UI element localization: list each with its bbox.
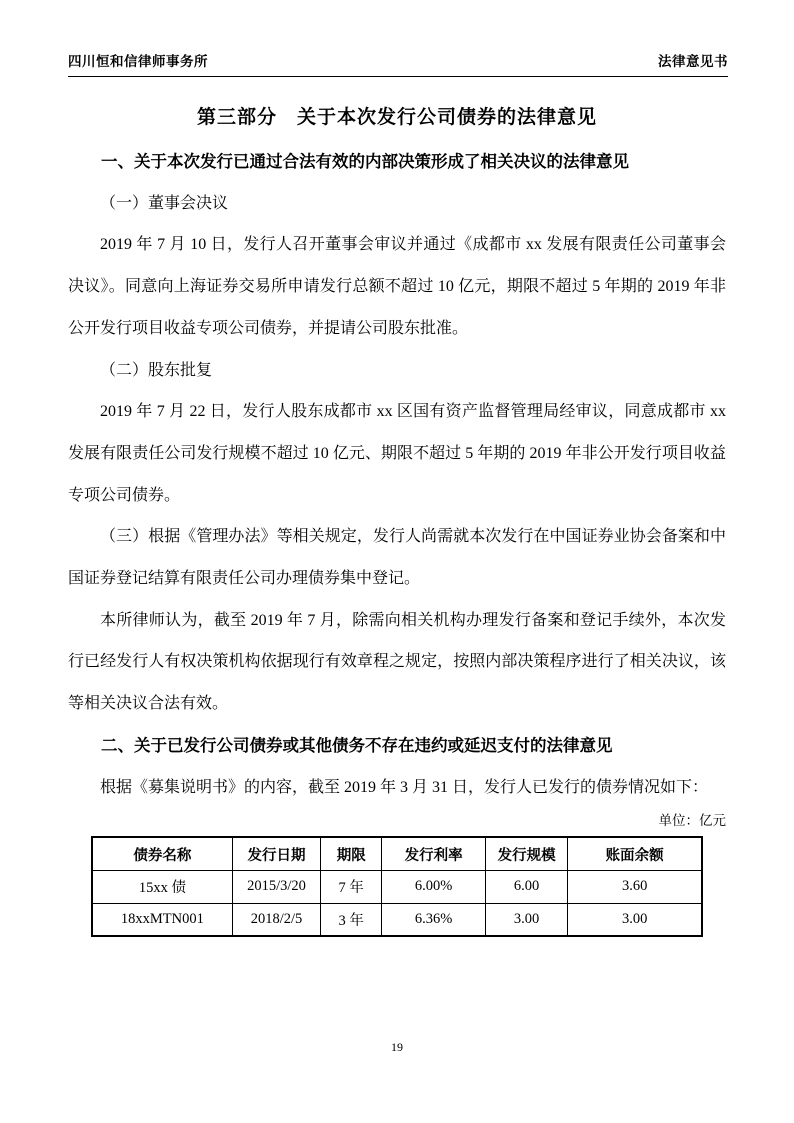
column-header-book-balance: 账面余额 [568, 837, 702, 870]
column-header-issue-date: 发行日期 [232, 837, 320, 870]
cell-issue-date: 2015/3/20 [232, 870, 320, 903]
document-title: 第三部分 关于本次发行公司债券的法律意见 [196, 107, 597, 128]
page-header [68, 50, 728, 77]
column-header-term: 期限 [321, 837, 382, 870]
cell-bond-name: 15xx 债 [92, 870, 232, 903]
table-unit-label: 单位：亿元 [658, 813, 726, 829]
header-firm-name: 四川恒和信律师事务所 [68, 54, 208, 69]
paragraph-shareholder-approval: 2019 年 7 月 22 日，发行人股东成都市 xx 区国有资产监督管理局经审议，同意成都市 xx 发展有限责任公司发行规模不超过 10 亿元、期限不超过 5 年期的 2019 年非公开发行项目收益专项公司债券。 [68, 403, 726, 504]
column-header-coupon-rate: 发行利率 [382, 837, 486, 870]
cell-coupon-rate: 6.00% [382, 870, 486, 903]
table-row [92, 870, 702, 903]
column-header-issue-size: 发行规模 [485, 837, 567, 870]
cell-issue-size: 6.00 [485, 870, 567, 903]
paragraph-lawyer-opinion: 本所律师认为，截至 2019 年 7 月，除需向相关机构办理发行备案和登记手续外，本次发行已经发行人有权决策机构依据现行有效章程之规定，按照内部决策程序进行了相关决议，该等相关决议合法有效。 [68, 611, 726, 713]
paragraph-registration-requirement: （三）根据《管理办法》等相关规定，发行人尚需就本次发行在中国证券业协会备案和中国证券登记结算有限责任公司办理债券集中登记。 [68, 528, 726, 588]
cell-coupon-rate: 6.36% [382, 903, 486, 936]
cell-book-balance: 3.00 [568, 903, 702, 936]
paragraph-board-resolution: 2019 年 7 月 10 日，发行人召开董事会审议并通过《成都市 xx 发展有限责任公司董事会决议》。同意向上海证券交易所申请发行总额不超过 10 亿元，期限不超过 5 年期的 2019 年非公开发行项目收益专项公司债券，并提请公司股东批准。 [68, 236, 726, 337]
page-number: 19 [391, 1040, 403, 1054]
section-2-heading: 二、关于已发行公司债券或其他债务不存在违约或延迟支付的法律意见 [101, 735, 613, 755]
table-row [92, 903, 702, 936]
column-header-bond-name: 债券名称 [92, 837, 232, 870]
paragraph-issued-bonds-intro: 根据《募集说明书》的内容，截至 2019 年 3 月 31 日，发行人已发行的债券情况如下： [100, 778, 709, 796]
subsection-1-2-heading: （二）股东批复 [100, 361, 213, 379]
cell-term: 3 年 [321, 903, 382, 936]
cell-term: 7 年 [321, 870, 382, 903]
cell-book-balance: 3.60 [568, 870, 702, 903]
subsection-1-1-heading: （一）董事会决议 [100, 194, 229, 212]
section-1-heading: 一、关于本次发行已通过合法有效的内部决策形成了相关决议的法律意见 [101, 152, 629, 171]
cell-bond-name: 18xxMTN001 [92, 903, 232, 936]
cell-issue-date: 2018/2/5 [232, 903, 320, 936]
header-doc-type: 法律意见书 [658, 54, 728, 69]
bond-table [91, 836, 703, 937]
cell-issue-size: 3.00 [485, 903, 567, 936]
table-header-row [92, 837, 702, 870]
document-body [68, 141, 726, 937]
